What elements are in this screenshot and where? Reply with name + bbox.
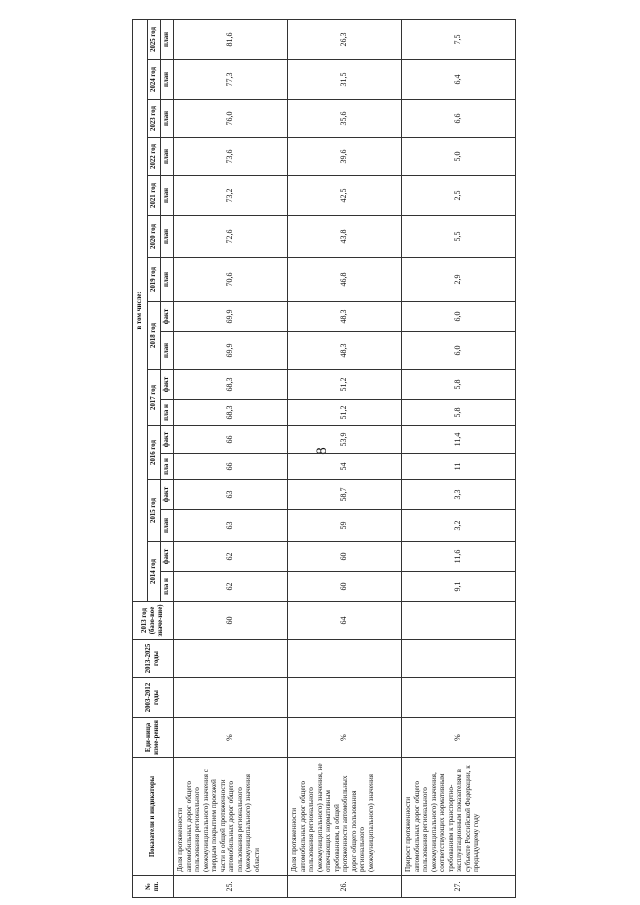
value-2013-2025 (288, 640, 402, 678)
value-cell: 7,5 (402, 19, 516, 59)
value-2013-2025 (174, 640, 288, 678)
value-cell: 2,9 (402, 258, 516, 302)
header-year-2021: 2021 год (148, 176, 161, 216)
value-cell: 72,6 (174, 216, 288, 258)
header-year-2018: 2018 год (148, 302, 161, 370)
value-cell: 76,0 (174, 100, 288, 138)
value-2003-2012 (402, 678, 516, 718)
table-row (174, 19, 288, 897)
value-cell: 69,9 (174, 302, 288, 332)
value-cell: 63 (174, 510, 288, 542)
value-cell: 70,6 (174, 258, 288, 302)
sub-plan: план (161, 138, 174, 176)
indicators-table (132, 19, 516, 898)
header-year-2024: 2024 год (148, 60, 161, 100)
header-year-2016: 2016 год (148, 426, 161, 480)
header-year-2020: 2020 год (148, 216, 161, 258)
sub-fact: факт (161, 426, 174, 454)
header-year-2022: 2022 год (148, 138, 161, 176)
value-cell: 9,1 (402, 572, 516, 602)
value-cell: 73,6 (174, 138, 288, 176)
value-cell: 58,7 (288, 480, 402, 510)
sub-plan: пла н (161, 454, 174, 480)
value-cell: 26,3 (288, 19, 402, 59)
value-cell: 51,2 (288, 370, 402, 400)
value-cell: 69,9 (174, 332, 288, 370)
row-number: 26. (288, 876, 402, 898)
row-number: 27. (402, 876, 516, 898)
value-cell: 77,3 (174, 60, 288, 100)
value-cell: 5,5 (402, 216, 516, 258)
sub-plan: пла н (161, 400, 174, 426)
value-cell: 42,5 (288, 176, 402, 216)
value-cell: 73,2 (174, 176, 288, 216)
value-2003-2012 (174, 678, 288, 718)
value-cell: 51,2 (288, 400, 402, 426)
unit-cell: % (174, 718, 288, 758)
sub-fact: факт (161, 542, 174, 572)
value-cell: 54 (288, 454, 402, 480)
indicator-text: Прирост протяженности автомобильных дорог общего пользования регионального (межмуниципального) значения, соответствующих нормативным требованиям к транспортно-эксплуатационным показателям в субъекте Российской Федерации, к предыдущему году (402, 758, 516, 876)
value-cell: 46,8 (288, 258, 402, 302)
value-cell: 68,3 (174, 400, 288, 426)
value-cell: 6,4 (402, 60, 516, 100)
value-2003-2012 (288, 678, 402, 718)
value-cell: 60 (288, 542, 402, 572)
header-no: № пп. (133, 876, 174, 898)
value-cell: 48,3 (288, 332, 402, 370)
value-cell: 53,9 (288, 426, 402, 454)
value-cell: 2,5 (402, 176, 516, 216)
sub-fact: факт (161, 302, 174, 332)
value-cell: 6,0 (402, 332, 516, 370)
sub-fact: факт (161, 370, 174, 400)
value-cell: 59 (288, 510, 402, 542)
header-unit: Еди-ница изме-рения (133, 718, 174, 758)
header-2003-2012: 2003-2012 годы (133, 678, 174, 718)
header-year-2015: 2015 год (148, 480, 161, 542)
value-cell: 11 (402, 454, 516, 480)
sub-fact: факт (161, 480, 174, 510)
sub-plan: план (161, 216, 174, 258)
value-cell: 43,8 (288, 216, 402, 258)
sub-plan: план (161, 510, 174, 542)
header-year-2025: 2025 год (148, 19, 161, 59)
sub-plan: план (161, 176, 174, 216)
header-year-2017: 2017 год (148, 370, 161, 426)
value-2013 (402, 602, 516, 640)
sub-plan: план (161, 258, 174, 302)
value-cell: 62 (174, 572, 288, 602)
rotated-table-container (132, 27, 515, 898)
header-year-2014: 2014 год (148, 542, 161, 602)
table-row (288, 19, 402, 897)
value-cell: 6,0 (402, 302, 516, 332)
value-cell: 5,8 (402, 370, 516, 400)
unit-cell: % (402, 718, 516, 758)
table-row (402, 19, 516, 897)
value-cell: 68,3 (174, 370, 288, 400)
value-cell: 35,6 (288, 100, 402, 138)
value-cell: 5,8 (402, 400, 516, 426)
value-cell: 6,6 (402, 100, 516, 138)
value-cell: 81,6 (174, 19, 288, 59)
value-cell: 11,6 (402, 542, 516, 572)
header-2013-2025: 2013-2025 годы (133, 640, 174, 678)
value-2013-2025 (402, 640, 516, 678)
header-2013: 2013 год (базо-вое значе-ние) (133, 602, 174, 640)
value-cell: 62 (174, 542, 288, 572)
header-in-that-number: в том числе: (133, 19, 148, 601)
value-cell: 66 (174, 426, 288, 454)
value-cell: 3,3 (402, 480, 516, 510)
value-cell: 39,6 (288, 138, 402, 176)
value-2013: 64 (288, 602, 402, 640)
value-cell: 3,2 (402, 510, 516, 542)
page-number: 8 (314, 447, 330, 455)
value-cell: 48,3 (288, 302, 402, 332)
value-cell: 5,0 (402, 138, 516, 176)
sub-plan: план (161, 332, 174, 370)
sub-plan: план (161, 100, 174, 138)
sub-plan: план (161, 60, 174, 100)
header-year-2019: 2019 год (148, 258, 161, 302)
sub-plan: пла н (161, 572, 174, 602)
value-cell: 31,5 (288, 60, 402, 100)
header-indicator: Показатели и индикаторы (133, 758, 174, 876)
sub-plan: план (161, 19, 174, 59)
header-year-2023: 2023 год (148, 100, 161, 138)
indicator-text: Доля протяженности автомобильных дорог общего пользования регионального (межмуниципального) значения, не отвечающих нормативным требованиям, в общей протяженности автомобильных дорог общего пользования регионального (межмуниципального) значения (288, 758, 402, 876)
value-cell: 11,4 (402, 426, 516, 454)
value-cell: 63 (174, 480, 288, 510)
value-2013: 60 (174, 602, 288, 640)
indicator-text: Доля протяженности автомобильных дорог общего пользования регионального (межмуниципального) значения с твердым покрытием проезжей части в общей протяженности автомобильных дорог общего пользования регионального (межмуниципального) значения области (174, 758, 288, 876)
value-cell: 60 (288, 572, 402, 602)
unit-cell: % (288, 718, 402, 758)
value-cell: 66 (174, 454, 288, 480)
row-number: 25. (174, 876, 288, 898)
